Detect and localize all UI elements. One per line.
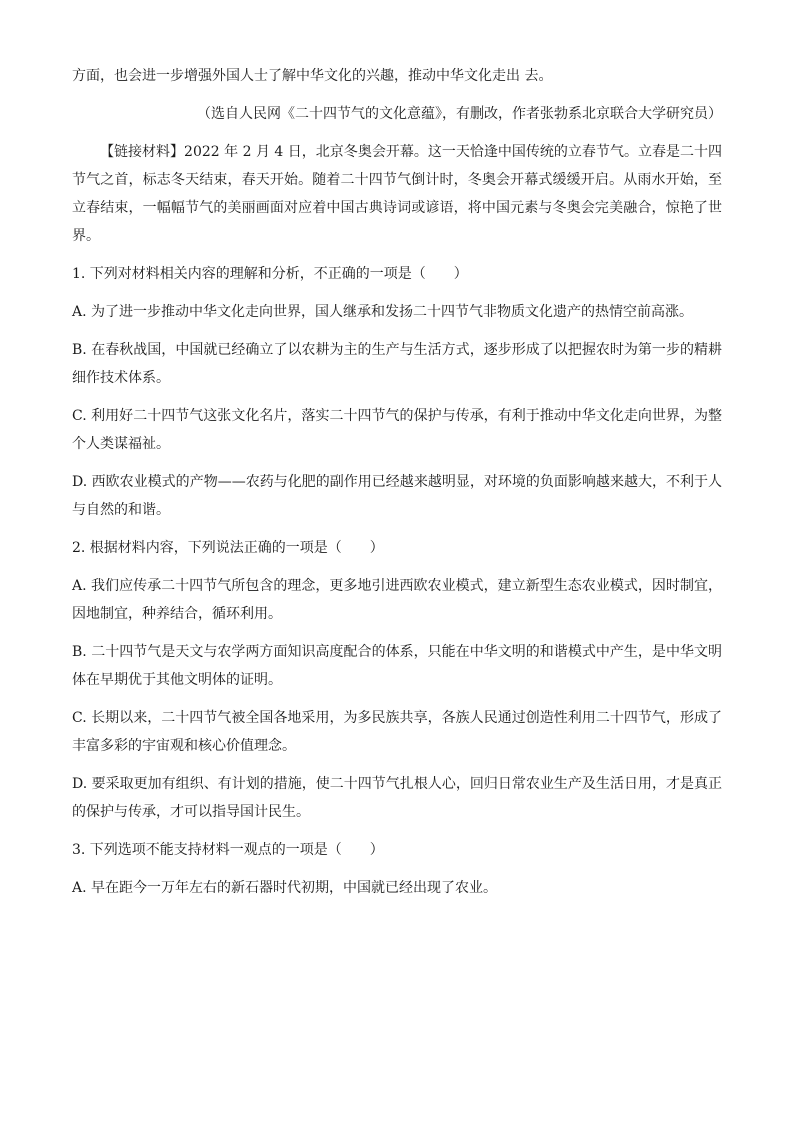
question-1 bbox=[72, 260, 722, 524]
option-b: B. 二十四节气是天文与农学两方面知识高度配合的体系，只能在中华文明的和谐模式中产生，是中华文明体在早期优于其他文明体的证明。 bbox=[72, 644, 722, 688]
question-stem: 2. 根据材料内容，下列说法正确的一项是（ ） bbox=[72, 540, 384, 556]
passage-source: （选自人民网《二十四节气的文化意蕴》，有删改，作者张勃系北京联合大学研究员） bbox=[197, 106, 722, 122]
passage-tail: 方面，也会进一步增强外国人士了解中华文化的兴趣，推动中华文化走出 去。 bbox=[72, 68, 553, 84]
link-material: 【链接材料】2022 年 2 月 4 日，北京冬奥会开幕。这一天恰逢中国传统的立春节气。立春是二十四节气之首，标志冬天结束，春天开始。随着二十四节气倒计时，冬奥会开幕式缓缓开启。从雨水开始，至立春结束，一幅幅节气的美丽画面对应着中国古典诗词或谚语，将中国元素与冬奥会完美融合，惊艳了世界。 bbox=[72, 144, 722, 244]
option-c: C. 利用好二十四节气这张文化名片，落实二十四节气的保护与传承，有利于推动中华文化走向世界，为整个人类谋福祉。 bbox=[72, 408, 722, 452]
question-2 bbox=[72, 534, 722, 826]
question-3 bbox=[72, 836, 722, 902]
option-d: D. 要采取更加有组织、有计划的措施，使二十四节气扎根人心，回归日常农业生产及生活日用，才是真正的保护与传承，才可以指导国计民生。 bbox=[72, 776, 722, 820]
document-page bbox=[72, 62, 722, 912]
option-a: A. 早在距今一万年左右的新石器时代初期，中国就已经出现了农业。 bbox=[72, 880, 498, 896]
option-a: A. 为了进一步推动中华文化走向世界，国人继承和发扬二十四节气非物质文化遗产的热情空前高涨。 bbox=[72, 304, 694, 320]
question-stem: 1. 下列对材料相关内容的理解和分析，不正确的一项是（ ） bbox=[72, 266, 468, 282]
question-stem: 3. 下列选项不能支持材料一观点的一项是（ ） bbox=[72, 842, 384, 858]
option-c: C. 长期以来，二十四节气被全国各地采用，为多民族共享，各族人民通过创造性利用二十四节气，形成了丰富多彩的宇宙观和核心价值理念。 bbox=[72, 710, 722, 754]
option-b: B. 在春秋战国，中国就已经确立了以农耕为主的生产与生活方式，逐步形成了以把握农时为第一步的精耕细作技术体系。 bbox=[72, 342, 722, 386]
option-d: D. 西欧农业模式的产物——农药与化肥的副作用已经越来越明显，对环境的负面影响越来越大，不利于人与自然的和谐。 bbox=[72, 474, 722, 518]
option-a: A. 我们应传承二十四节气所包含的理念，更多地引进西欧农业模式，建立新型生态农业模式，因时制宜，因地制宜，种养结合，循环利用。 bbox=[72, 578, 722, 622]
